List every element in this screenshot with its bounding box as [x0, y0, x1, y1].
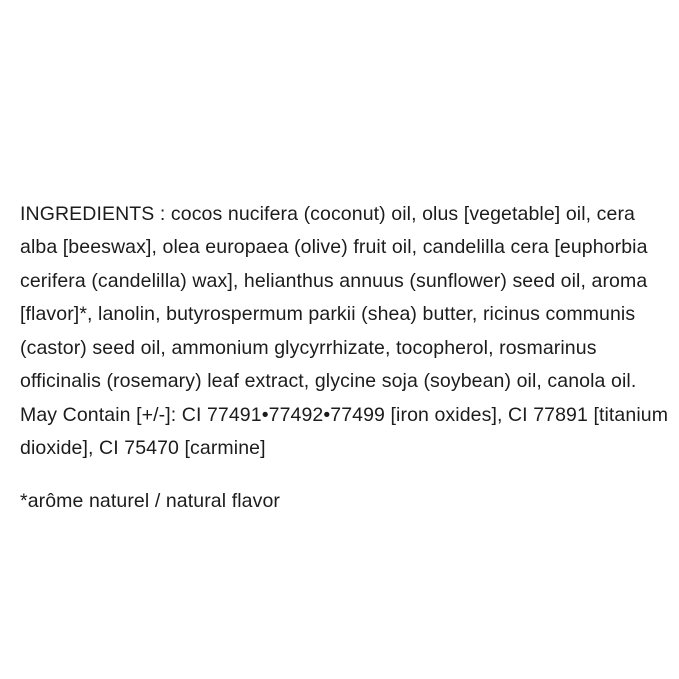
ingredients-paragraph: INGREDIENTS : cocos nucifera (coconut) oil, olus [vegetable] oil, cera alba [beeswax], olea europaea (olive) fruit oil, candelilla cera [euphorbia cerifera (candelilla) wax], helianthus annuus (sunflower) seed oil, aroma [flavor]*, lanolin, butyrospermum parkii (shea) butter, ricinus communis (castor) seed oil, ammonium glycyrrhizate, tocopherol, rosmarinus officinalis (rosemary) leaf extract, glycine soja (soybean) oil, canola oil. May Contain [+/-]: CI 77491•77492•77499 [iron oxides], CI 77891 [titanium dioxide], CI 75470 [carmine]: [20, 202, 674, 459]
natural-flavor-footnote: *arôme naturel / natural flavor: [20, 490, 280, 512]
ingredients-block: [20, 178, 674, 538]
